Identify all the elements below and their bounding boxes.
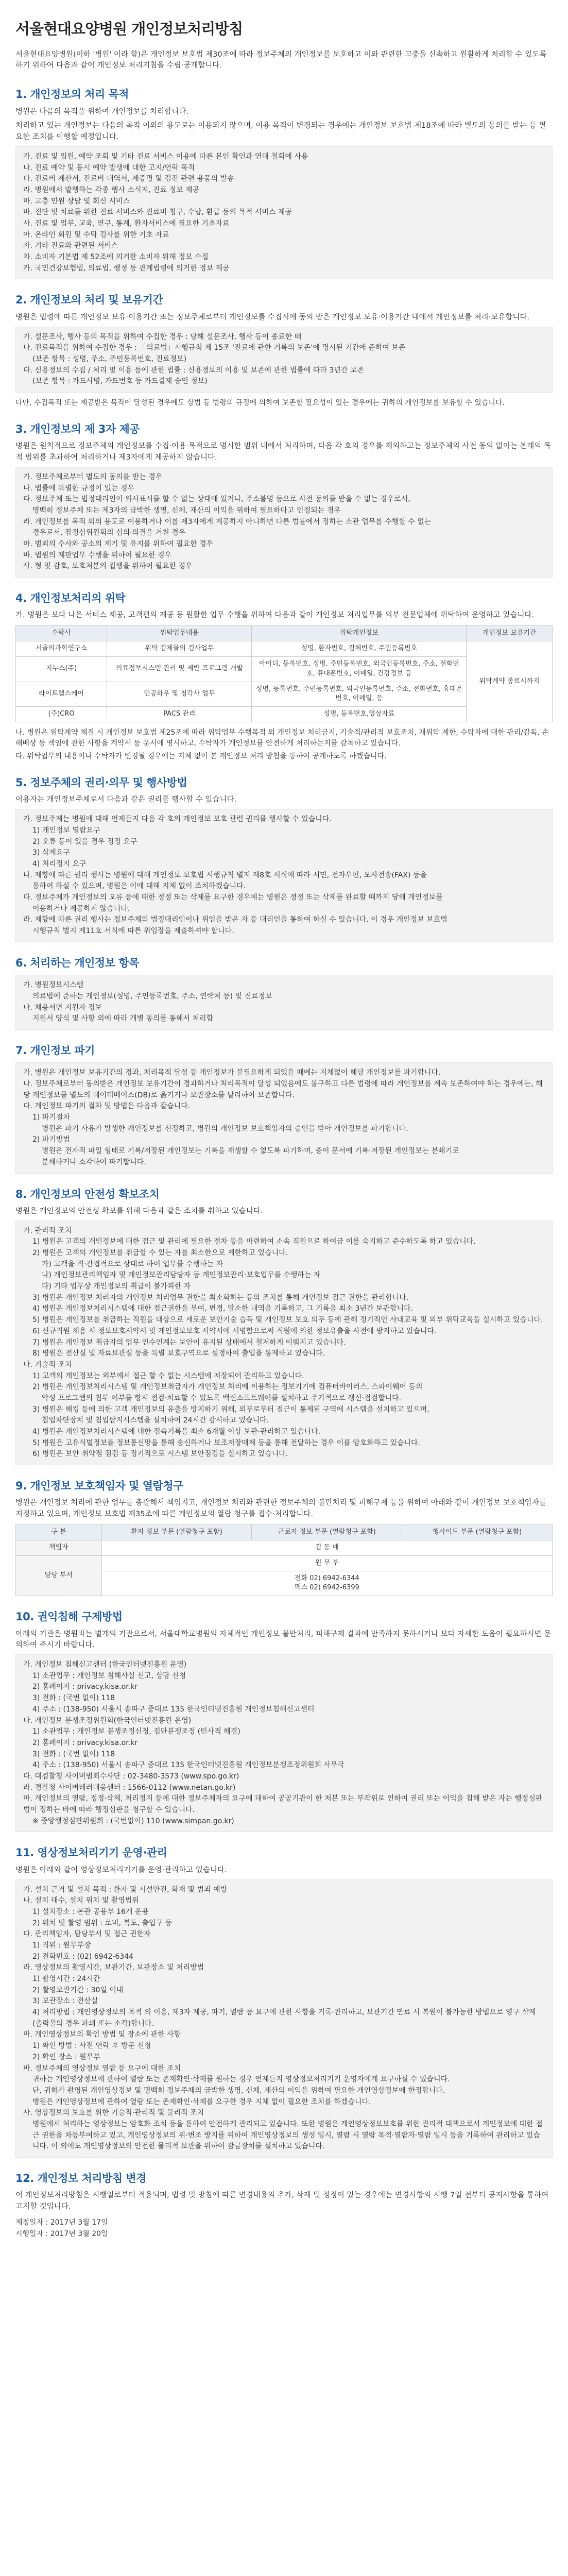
list-item: 다. 대검찰청 사이버범죄수사단 : 02-3480-3573 (www.spo.go.kr) (23, 1772, 239, 1781)
list-item: 가. 정보주체는 병원에 대해 언제든지 다음 각 호의 개인정보 보호 관련 권리를 행사할 수 있습니다. (23, 815, 332, 824)
list-item: 1) 촬영시간 : 24시간 (32, 1975, 100, 1984)
section-changes (15, 2171, 553, 2240)
list-item: 바. 진단 및 치료를 위한 진료 서비스와 진료비 청구, 수납, 환급 등의 목적 서비스 제공 (23, 208, 292, 217)
list-item: 사. 진료 및 업무, 교육, 연구, 통계, 환자서비스에 필요한 기초자료 (23, 219, 230, 228)
list-item: 가. 개인정보 침해신고센터 (한국인터넷진흥원 운영) (23, 1660, 187, 1669)
list-item: 가. 설치 근거 및 설치 목적 : 환자 및 시설안전, 화재 및 범죄 예방 (23, 1885, 228, 1894)
section-desc: 아래의 기관은 병원과는 별개의 기관으로서, 서울대학교병원의 자체적인 개인정보 불만처리, 피해구제 결과에 만족하지 못하시거나 보다 자세한 도움이 필요하시면 문의하여 주시기 바랍니다. (15, 1630, 552, 1650)
list-item: 3) 병원은 해킹 등에 의한 고객 개인정보의 유출을 방지하기 위해, 외부로부터 접근이 통제된 구역에 시스템을 설치하고 있으며, (32, 1405, 429, 1414)
section-desc: 이용자는 개인정보주체로서 다음과 같은 권리를 행사할 수 있습니다. (15, 795, 237, 804)
list-box (15, 975, 553, 1030)
list-item: 1) 직위 : 원무부장 (32, 1941, 91, 1950)
section-cctv (15, 1845, 553, 2158)
list-item: (보존 항목 : 카드사명, 카드번호 등 카드결제 승인 정보) (32, 377, 208, 386)
list-item: 3) 삭제요구 (32, 849, 70, 857)
list-item: 나. 법률에 특별한 규정이 있는 경우 (23, 484, 135, 493)
list-box (15, 1221, 553, 1465)
list-box (15, 146, 553, 280)
section-title: 3. 개인정보의 제 3자 제공 (15, 422, 140, 435)
list-box (15, 1062, 553, 1173)
section-note: 다만, 수집목적 또는 제공받은 목적이 달성된 경우에도 상법 등 법령의 규정에 의하여 보존할 필요성이 있는 경우에는 귀하의 개인정보를 보유할 수 있습니다. (15, 398, 505, 407)
list-item: 나. 설치 대수, 설치 위치 및 촬영범위 (23, 1896, 139, 1905)
list-item: 의료법에 준하는 개인정보(성명, 주민등록번호, 주소, 연락처 등) 및 진료정보 (32, 992, 272, 1001)
section-title: 8. 개인정보의 안전성 확보조치 (15, 1188, 160, 1200)
officer-table (15, 1524, 553, 1596)
list-item: 침입차단장치 및 침입탐지시스템을 설치하여 24시간 감시하고 있습니다. (42, 1416, 269, 1425)
list-item: 다. 관리책임자, 담당부서 및 접근 권한자 (23, 1930, 151, 1939)
list-item: 카. 국민건강보험법, 의료법, 행정 등 관계법령에 의거한 정보 제공 (23, 264, 230, 273)
list-item: 나) 개인정보관리책임자 및 개인정보관리담당자 등 개인정보관리·보호업무를 수행하는 자 (42, 1271, 321, 1280)
table-header: 위탁업무내용 (107, 626, 252, 641)
table-row (16, 1555, 553, 1571)
table-cell: (주)CRO (16, 707, 107, 722)
list-item: 6) 신규직원 채용 시 정보보호서약서 및 개인정보보호 서약서에 서명함으로써 직원에 의한 정보유출을 사전에 방지하고 있습니다. (32, 1327, 437, 1335)
table-header: 수탁사 (16, 626, 107, 641)
list-item: 나. 제항에 따른 권리 행사는 병원에 대해 개인정보 보호법 시행규칙 별지 제8호 서식에 따라 서면, 전자우편, 모사전송(FAX) 등을 (23, 871, 427, 879)
list-item: 1) 파기절차 (32, 1113, 70, 1122)
list-item: 4) 처리방법 : 개인영상정보의 목적 외 이용, 제3자 제공, 파기, 열람 등 요구에 관한 사항을 기록·관리하고, 보관기간 만료 시 복원이 불가능한 방법으로 영구 삭제(출력물의 경우 파쇄 또는 소각)합니다. (32, 2008, 536, 2028)
table-cell: 성명, 등록번호,영상자료 (252, 707, 467, 722)
section-desc: 병원은 개인정보 처리에 관한 업무를 총괄해서 책임지고, 개인정보 처리와 관련한 정보주체의 불만처리 및 피해구제 등을 위하여 아래와 같이 개인정보 보호책임자를 지정하고 있으며, 개인정보 보호법 제35조에 따른 개인정보의 열람 청구를 접수·처리합니다. (15, 1499, 546, 1519)
list-item: 4) 처리정지 요구 (32, 859, 87, 868)
section-title: 9. 개인정보 보호책임자 및 열람청구 (15, 1480, 183, 1493)
list-item: 가. 병원정보시스템 (23, 981, 84, 990)
list-item: 병원은 파기 사유가 발생한 개인정보를 선정하고, 병원의 개인정보 보호책임자의 승인을 받아 개인정보를 파기합니다. (42, 1124, 408, 1133)
list-item: 다. 신용정보의 수집 / 처리 및 이용 등에 관한 법률 : 신용정보의 이용 및 보존에 관한 법률에 따라 3년간 보존 (23, 366, 364, 375)
section-third-party (15, 422, 553, 578)
list-item: 악성 프로그램의 침투 여부를 항시 점검·치료할 수 있도록 백신소프트웨어를 설치하고 주기적으로 갱신·점검합니다. (42, 1394, 401, 1402)
list-item: 명백히 정보주체 또는 제3자의 급박한 생명, 신체, 재산의 이익을 위하여 필요하다고 인정되는 경우 (32, 506, 341, 515)
section-title: 1. 개인정보의 처리 목적 (15, 88, 129, 101)
list-item: 다. 진료비 계산서, 진료비 내역서, 제증명 및 검진 관련 용품의 발송 (23, 175, 234, 183)
list-item: 다. 개인정보 파기의 절차 및 방법은 다음과 같습니다. (23, 1102, 191, 1111)
list-item: 8) 병원은 전산실 및 자료보관실 등을 특별 보호구역으로 설정하여 출입을 통제하고 있습니다. (32, 1349, 325, 1358)
list-item: 나. 진료 예약 및 동시 예약 발생에 대한 고지/연락 목적 (23, 163, 195, 172)
list-item: 마. 고충 민원 상담 및 회신 서비스 (23, 197, 130, 206)
section-desc: 병원은 다음의 목적을 위하여 개인정보를 처리합니다. (15, 107, 188, 116)
effective-date: 시행일자 : 2017년 3월 20일 (15, 2230, 108, 2239)
retention-cell: 위탁계약 종료시까지 (467, 641, 553, 722)
section-title: 7. 개인정보 파기 (15, 1044, 95, 1057)
table-header: 행사이드 부문 (열람청구 포함) (402, 1524, 553, 1540)
list-item: 2) 확인 장소 : 원무부 (32, 2053, 100, 2061)
page-title: 서울현대요양병원 개인정보처리방침 (15, 20, 243, 38)
list-item: ※ 중앙행정심판위원회 : (국번없이) 110 (www.simpan.go.kr) (32, 1817, 234, 1825)
list-box (15, 1879, 553, 2158)
list-item: 다) 기타 업무상 개인정보의 취급이 불가피한 자 (42, 1282, 191, 1291)
section-title: 11. 영상정보처리기기 운영·관리 (15, 1846, 167, 1859)
list-box (15, 467, 553, 578)
section-desc: 이 개인정보처리방침은 시행일로부터 적용되며, 법령 및 방침에 따른 변경내용의 추가, 삭제 및 정정이 있는 경우에는 변경사항의 시행 7일 전부터 공지사항을 통하여 고지할 것입니다. (15, 2191, 549, 2211)
table-cell: 위탁 검체물의 검사업무 (107, 641, 252, 657)
list-item: 2) 홈페이지 : privacy.kisa.or.kr (32, 1738, 138, 1747)
list-item: 단, 귀하가 촬영된 개인영상정보 및 명백히 정보주체의 급박한 생명, 신체, 재산의 이익을 위하여 필요한 개인영상정보에 한정합니다. (32, 2086, 445, 2095)
table-cell: 성명, 등록번호, 주민등록번호, 외국인등록번호, 주소, 전화번호, 휴대폰번호, 이메일, 등 (252, 682, 467, 707)
phone-number: 전화 02) 6942-6344 (294, 1574, 359, 1582)
list-item: 가. 설문조사, 행사 등의 목적을 위하여 수집한 경우 : 당해 설문조사, 행사 등이 종료한 때 (23, 332, 302, 341)
list-box (15, 327, 553, 393)
list-item: 바. 법원의 재판업무 수행을 위하여 필요한 경우 (23, 551, 172, 560)
list-item: 나. 개인정보 분쟁조정위원회(한국인터넷진흥원 운영) (23, 1716, 192, 1725)
list-box (15, 809, 553, 942)
section-title: 12. 개인정보 처리방침 변경 (15, 2172, 146, 2185)
section-note: 나. 병원은 위탁계약 체결 시 개인정보 보호법 제25조에 따라 위탁업무 수행목적 외 개인정보 처리금지, 기술적/관리적 보호조치, 재위탁 제한, 수탁자에 대한 관리/감독, 손해배상 등 책임에 관한 사항을 계약서 등 문서에 명시하고, 수탁자가 개인정보를 안전하게 처리하는지를 감독하고 있습니다. (15, 728, 549, 748)
list-item: 3) 전화 : (국번 없이) 118 (32, 1694, 115, 1703)
section-desc: 병원은 아래와 같이 영상정보처리기기를 운영·관리하고 있습니다. (15, 1866, 227, 1874)
list-item: 지원서 양식 및 사항 외에 따라 개별 동의를 통해서 처리함 (32, 1014, 214, 1023)
section-purpose (15, 87, 553, 279)
fax-number: 팩스 02) 6942-6399 (294, 1584, 359, 1592)
table-header: 구 분 (16, 1524, 102, 1540)
list-item: 3) 전화 : (국번 없이) 118 (32, 1750, 115, 1758)
section-security (15, 1187, 553, 1466)
list-box (15, 1654, 553, 1832)
list-item: 1) 병원은 고객의 개인정보에 대한 접근 및 관리에 필요한 절차 등을 마련하여 소속 직원으로 하여금 이를 숙지하고 준수하도록 하고 있습니다. (32, 1238, 476, 1246)
section-retention (15, 293, 553, 409)
list-item: 2) 병원은 고객의 개인정보를 취급할 수 있는 자를 최소한으로 제한하고 있습니다. (32, 1249, 288, 1258)
list-item: 분쇄하거나 소각하여 파기합니다. (42, 1158, 146, 1166)
table-cell: 담당 부서 (16, 1555, 102, 1596)
table-cell: 서울의과학연구소 (16, 641, 107, 657)
table-cell: 라이트헬스케어 (16, 682, 107, 707)
list-item: 사. 영상정보의 보호를 위한 기술적·관리적 및 물리적 조치 (23, 2109, 204, 2117)
list-item: 라. 병원에서 발행하는 각종 행사 소식지, 진료 정보 제공 (23, 185, 200, 194)
table-header: 위탁개인정보 (252, 626, 467, 641)
list-item: 병원은 개인영상정보에 관하여 열람 또는 존재확인·삭제를 요구한 경우 지체 없이 필요한 조치를 하겠습니다. (32, 2097, 371, 2106)
section-items (15, 956, 553, 1030)
list-item: 라. 개인정보를 목적 외의 용도로 이용하거나 이를 제3자에게 제공하지 아니하면 다른 법률에서 정하는 소관 업무를 수행할 수 없는 (23, 517, 432, 526)
list-item: 2) 오류 등이 있을 경우 정정 요구 (32, 837, 137, 846)
list-item: 이용하거나 제공하지 않습니다. (32, 904, 130, 913)
table-cell: PACS 관리 (107, 707, 252, 722)
list-item: 4) 주소 : (138-950) 서울시 송파구 중대로 135 한국인터넷진흥원 개인정보분쟁조정위원회 사무국 (32, 1761, 345, 1770)
table-header: 환자 정보 부문 (열람청구 포함) (101, 1524, 252, 1540)
list-item: 라. 제항에 따른 권리 행사는 정보주체의 법정대리인이나 위임을 받은 자 등 대리인을 통하여 하실 수 있습니다. 이 경우 개인정보 보호법 (23, 916, 447, 924)
list-item: 2) 병원은 개인정보처리시스템 및 개인정보취급자가 개인정보 처리에 이용하는 정보기기에 컴퓨터바이러스, 스파이웨어 등의 (32, 1383, 423, 1392)
dates (15, 2217, 553, 2240)
section-rights (15, 775, 553, 942)
list-item: 나. 진료목적을 위하여 수집한 경우 : 「의료법」시행규칙 제 15조 '진료에 관한 기록의 보존'에 명시된 기간에 준하여 보존 (23, 344, 406, 352)
enactment-date: 제정일자 : 2017년 3월 17일 (15, 2218, 108, 2227)
list-item: 가. 병원은 개인정보 보유기간의 경과, 처리목적 달성 등 개인정보가 불필요하게 되었을 때에는 지체없이 해당 개인정보를 파기합니다. (23, 1069, 441, 1077)
list-item: 가. 진료 및 입원, 예약 조회 및 기타 진료 서비스 이용에 따른 본인 확인과 연대 철회에 사용 (23, 152, 308, 161)
list-item: 1) 고객의 개인정보는 외부에서 접근 할 수 없는 시스템에 저장되어 관리하고 있습니다. (32, 1371, 304, 1380)
list-item: 자. 기타 진료와 관련된 서비스 (23, 242, 118, 250)
list-item: 2) 위치 및 촬영 범위 : 로비, 복도, 출입구 등 (32, 1919, 172, 1927)
section-destruction (15, 1043, 553, 1174)
list-item: 라. 영상정보의 촬영시간, 보관기간, 보관장소 및 처리방법 (23, 1963, 204, 1972)
table-row (16, 641, 553, 657)
list-item: 1) 소관업무 : 개인정보 분쟁조정신청, 집단분쟁조정 (민사적 해결) (32, 1727, 240, 1736)
list-item: 2) 파기방법 (32, 1136, 70, 1144)
list-item: 가. 정보주체로부터 별도의 동의를 받는 경우 (23, 472, 163, 481)
list-item: 6) 병원은 보안 취약점 점검 등 정기적으로 시스템 보안점검을 실시하고 있습니다. (32, 1450, 288, 1459)
list-item: 라. 경찰청 사이버테러대응센터 : 1566-0112 (www.netan.go.kr) (23, 1783, 236, 1792)
list-item: 마. 범죄의 수사와 공소의 제기 및 유지를 위하여 필요한 경우 (23, 539, 214, 548)
table-row (16, 1540, 553, 1555)
list-item: 마. 개인정보의 열람, 정정·삭제, 처리정지 등에 대한 정보주체자의 요구에 대하여 공공기관이 한 처분 또는 부작위로 인하여 권리 또는 이익을 침해 받은 자는 행정심판법이 정하는 바에 따라 행정심판을 청구할 수 있습니다. (23, 1794, 543, 1815)
table-header: 개인정보 보유기간 (467, 626, 553, 641)
list-item: 나. 채용서면 지원자 정보 (23, 1003, 102, 1012)
list-item: 시행규칙 별지 제11호 서식에 따른 위임장을 제출하셔야 합니다. (32, 927, 234, 936)
list-item: 병원에서 처리하는 영상정보는 암호화 조치 등을 통하여 안전하게 관리되고 있습니다. 또한 병원은 개인영상정보보호를 위한 관리적 대책으로서 개인정보에 대한 접근 권한을 차등부여하고 있고, 개인영상정보의 위·변조 방지를 위하여 개인영상정보의 생성 일시, 열람 시 열람 목적·열람자·열람 일시 등을 기록하여 관리하고 있습니다. 이 외에도 개인영상정보의 안전한 물리적 보관을 위하여 잠금장치를 설치하고 있습니다. (32, 2120, 543, 2151)
list-item: 1) 소관업무 : 개인정보 침해사실 신고, 상담 신청 (32, 1671, 186, 1680)
section-officer (15, 1479, 553, 1596)
list-item: 귀하는 개인영상정보에 관하여 열람 또는 존재확인·삭제를 원하는 경우 언제든지 영상정보처리기기 운영자에게 요구하실 수 있습니다. (32, 2075, 450, 2084)
list-item: 경우로서, 잠정심위원회의 심의·의결을 거친 경우 (32, 529, 186, 537)
list-item: 병원은 전자적 파일 형태로 기록/저장된 개인정보는 기록을 재생할 수 없도록 파기하며, 종이 문서에 기록·저장된 개인정보는 분쇄기로 (42, 1147, 459, 1156)
intro-text: 서울현대요양병원(이하 '병원' 이라 함)은 개인정보 보호법 제30조에 따라 정보주체의 개인정보를 보호하고 이와 관련한 고충을 신속하고 원활하게 처리할 수 있도록 하기 위하여 다음과 같이 개인정보 처리지침을 수립·공개합니다. (15, 50, 547, 70)
list-item: 가. 관리적 조치 (23, 1226, 72, 1235)
list-item: 5) 병원은 고유식별정보를 정보통신망을 통해 송신하거나 보조저장매체 등을 통해 전달하는 경우 이를 암호화하고 있습니다. (32, 1438, 420, 1447)
table-cell: 성명, 환자번호, 검체번호, 주민등록번호 (252, 641, 467, 657)
section-desc: 처리하고 있는 개인정보는 다음의 목적 이외의 용도로는 이용되지 않으며, 이용 목적이 변경되는 경우에는 개인정보 보호법 제18조에 따라 별도의 동의를 받는 등 필요한 조치를 이행할 예정입니다. (15, 122, 546, 142)
section-desc: 가. 병원은 보다 나은 서비스 제공, 고객편의 제공 등 원활한 업무 수행을 위하여 다음과 같이 개인정보 처리업무를 외부 전문업체에 위탁하여 운영하고 있습니다. (15, 611, 535, 620)
outsourcing-table (15, 625, 553, 722)
table-cell: 책임자 (16, 1540, 102, 1555)
list-item: 1) 개인정보 열람요구 (32, 826, 100, 835)
table-cell: 김 동 배 (101, 1540, 552, 1555)
list-item: 3) 보관장소 : 전산실 (32, 1997, 98, 2006)
section-title: 6. 처리하는 개인정보 항목 (15, 956, 139, 969)
list-item: 2) 홈페이지 : privacy.kisa.or.kr (32, 1683, 138, 1691)
section-desc: 병원은 원칙적으로 정보주체의 개인정보를 수집·이용 목적으로 명시한 범위 내에서 처리하며, 다음 각 호의 경우를 제외하고는 정보주체의 사전 동의 없이는 본래의 목적 범위를 초과하여 처리하거나 제3자에게 제공하지 않습니다. (15, 442, 551, 462)
table-cell: 아이디, 등록번호, 성명, 주민등록번호, 외국인등록번호, 주소, 전화번호, 휴대폰번호, 이메일, 건강정보 등 (252, 656, 467, 682)
table-header: 근로자 정보 부문 (열람청구 포함) (252, 1524, 402, 1540)
list-item: 3) 병원은 개인정보 처리자의 개인정보 처리업무 권한을 최소화하는 등의 조치를 통해 개인정보 접근 권한을 관리합니다. (32, 1293, 409, 1302)
section-note: 다. 위탁업무의 내용이나 수탁자가 변경될 경우에는 지체 없이 본 개인정보 처리 방침을 통하여 공개하도록 하겠습니다. (15, 752, 387, 761)
section-title: 10. 권익침해 구제방법 (15, 1611, 123, 1623)
list-item: 다. 정보주체가 개인정보의 오류 등에 대한 정정 또는 삭제를 요구한 경우에는 병원은 정정 또는 삭제를 완료할 때까지 당해 개인정보를 (23, 893, 443, 902)
list-item: 1) 설치장소 : 본관 공용부 16개 운용 (32, 1907, 149, 1916)
table-cell: 원 무 부 (101, 1555, 552, 1571)
section-title: 4. 개인정보처리의 위탁 (15, 592, 126, 605)
list-item: 차. 소비자 기본법 제 52조에 의거한 소비자 위해 정보 수집 (23, 253, 209, 262)
list-item: 1) 확인 방법 : 사전 연락 후 방문 신청 (32, 2042, 151, 2050)
section-remedy (15, 1609, 553, 1832)
list-item: 5) 병원은 개인정보를 취급하는 직원을 대상으로 새로운 보안기술 습득 및 개인정보 보호 의무 등에 관해 정기적인 사내교육 및 외부 위탁교육을 실시하고 있습니다. (32, 1316, 543, 1325)
list-item: 가) 고객을 직·간접적으로 상대로 하여 업무를 수행하는 자 (42, 1260, 223, 1268)
list-item: (보존 항목 : 성명, 주소, 주민등록번호, 진료정보) (32, 354, 187, 363)
table-cell: 지누스(주) (16, 656, 107, 682)
list-item: 마. 개인영상정보의 확인 방법 및 장소에 관한 사항 (23, 2030, 181, 2039)
list-item: 2) 전화번호 : (02) 6942-6344 (32, 1952, 134, 1961)
list-item: 바. 정보주체의 영상정보 열람 등 요구에 대한 조치 (23, 2064, 181, 2073)
table-cell: 인공와우 및 청각사 업무 (107, 682, 252, 707)
list-item: 7) 병원은 개인정보 취급자의 업무 인수인계는 보안이 유지된 상태에서 철저하게 이뤄지고 있습니다. (32, 1338, 346, 1347)
list-item: 나. 정보주체로부터 동의받은 개인정보 보유기간이 경과하거나 처리목적이 달성 되었음에도 불구하고 다른 법령에 따라 개인정보를 계속 보존하여야 하는 경우에는, 해당 개인정보를 별도의 데이터베이스(DB)로 옮기거나 보관장소를 달리하여 보존합니다. (23, 1080, 543, 1099)
list-item: 통하여 하실 수 있으며, 병원은 이에 대해 지체 없이 조치하겠습니다. (32, 882, 246, 891)
list-item: 4) 주소 : (138-950) 서울시 송파구 중대로 135 한국인터넷진흥원 개인정보침해신고센터 (32, 1705, 315, 1714)
list-item: 나. 기술적 조치 (23, 1360, 72, 1369)
section-title: 5. 정보주체의 권리·의무 및 행사방법 (15, 776, 187, 789)
list-item: 2) 촬영보관기간 : 30일 이내 (32, 1986, 124, 1994)
list-item: 사. 형 및 감호, 보호처분의 집행을 위하여 필요한 경우 (23, 562, 193, 571)
section-desc: 병원은 법령에 따른 개인정보 보유·이용기간 또는 정보주체로부터 개인정보를 수집시에 동의 받은 개인정보 보유·이용기간 내에서 개인정보를 처리·보유합니다. (15, 313, 530, 321)
list-item: 아. 온라인 회원 및 수탁 검사를 위한 기초 자료 (23, 230, 169, 239)
table-cell (101, 1571, 552, 1596)
table-cell: 의료정보시스템 관리 및 제반 프로그램 개발 (107, 656, 252, 682)
list-item: 4) 병원은 개인정보처리시스템에 대한 접근권한을 부여, 변경, 말소한 내역을 기록하고, 그 기록을 최소 3년간 보관합니다. (32, 1304, 414, 1313)
section-outsourcing (15, 591, 553, 762)
section-desc: 병원은 개인정보의 안전성 확보를 위해 다음과 같은 조치를 취하고 있습니다. (15, 1207, 263, 1215)
list-item: 다. 정보주체 또는 법정대리인이 의사표시를 할 수 없는 상태에 있거나, 주소불명 등으로 사전 동의를 받을 수 없는 경우로서, (23, 495, 410, 504)
section-title: 2. 개인정보의 처리 및 보유기간 (15, 294, 163, 307)
list-item: 4) 병원은 개인정보처리시스템에 대한 접속기록을 최소 6개월 이상 보관·관리하고 있습니다. (32, 1428, 321, 1436)
